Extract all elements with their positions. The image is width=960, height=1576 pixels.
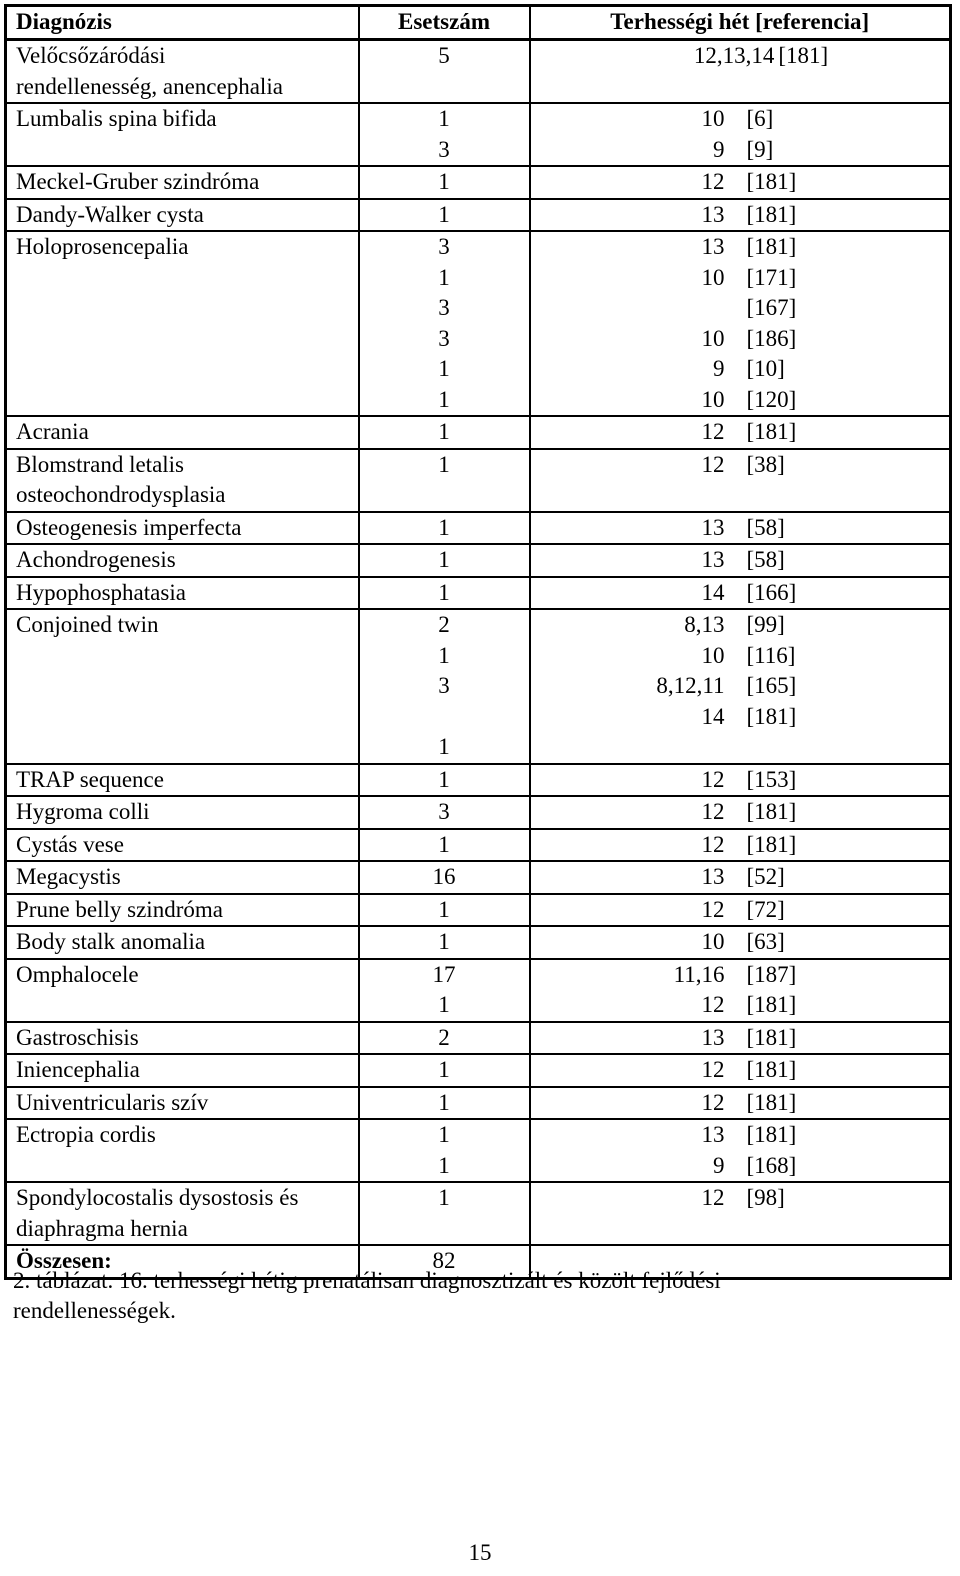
table-row: [6, 103, 951, 166]
diagnosis-cell: [6, 1119, 359, 1182]
case-count-cell: [359, 544, 530, 577]
diagnosis-text: Univentricularis szív: [16, 1089, 209, 1115]
table-row: [6, 416, 951, 449]
reference: [181]: [746, 169, 797, 194]
gestational-week-cell: [530, 829, 951, 862]
week-reference-line: [531, 263, 950, 294]
reference: [9]: [746, 136, 774, 162]
gestational-week: 12,13,14: [693, 43, 775, 68]
gestational-week: 13: [701, 201, 725, 227]
case-count: 1: [438, 106, 450, 131]
gestational-week: 14: [701, 579, 725, 605]
reference: [181]: [746, 831, 797, 857]
gestational-week: 9: [713, 356, 725, 381]
week-reference-line: [531, 1151, 950, 1182]
week-reference-line: [531, 960, 950, 991]
gestational-week-cell: [530, 449, 951, 512]
case-count: 1: [438, 734, 450, 759]
reference: [166]: [746, 579, 797, 605]
diagnosis-table: [4, 4, 952, 1280]
gestational-week-cell: [530, 577, 951, 610]
table-row: [6, 231, 951, 416]
case-count-cell: [359, 959, 530, 1022]
case-count-cell: [359, 764, 530, 797]
header-row: [6, 6, 951, 40]
page-number: 15: [468, 1540, 492, 1565]
case-count: 1: [438, 1089, 450, 1115]
gestational-week-cell: [530, 609, 951, 764]
reference: [187]: [746, 961, 797, 987]
case-count-cell: [359, 449, 530, 512]
case-count-cell: [359, 1119, 530, 1182]
week-reference-line: [531, 1120, 950, 1151]
diagnosis-text: Achondrogenesis: [16, 547, 176, 572]
gestational-week: 12: [701, 451, 725, 477]
week-reference-line: [531, 578, 950, 609]
gestational-week: 14: [701, 703, 725, 729]
table-row: [6, 1182, 951, 1245]
reference: [98]: [746, 1185, 785, 1210]
case-count: 5: [438, 43, 450, 68]
case-count: 1: [438, 514, 450, 540]
week-reference-line: [531, 167, 950, 198]
gestational-week: 12: [701, 992, 725, 1017]
table-row: [6, 609, 951, 764]
case-count: 1: [438, 992, 450, 1017]
gestational-week-cell: [530, 544, 951, 577]
reference: [72]: [746, 896, 785, 922]
reference: [181]: [778, 43, 829, 68]
diagnosis-text: osteochondrodysplasia: [16, 482, 226, 507]
diagnosis-text: Hypophosphatasia: [16, 579, 186, 605]
gestational-week: 10: [701, 386, 725, 412]
diagnosis-cell: [6, 1087, 359, 1120]
diagnosis-cell: [6, 959, 359, 1022]
diagnosis-cell: [6, 512, 359, 545]
case-count-cell: [359, 416, 530, 449]
diagnosis-cell: [6, 40, 359, 104]
gestational-week-cell: [530, 166, 951, 199]
gestational-week-cell: [530, 764, 951, 797]
reference: [52]: [746, 864, 785, 889]
case-count-cell: [359, 512, 530, 545]
reference: [165]: [746, 673, 797, 698]
case-count-cell: [359, 796, 530, 829]
table-row: [6, 764, 951, 797]
week-reference-line: [531, 927, 950, 958]
gestational-week: [531, 293, 739, 324]
gestational-week-cell: [530, 40, 951, 104]
week-reference-line: [531, 232, 950, 263]
week-reference-line: [531, 1088, 950, 1119]
week-reference-line: [531, 1023, 950, 1054]
reference: [38]: [746, 451, 785, 477]
diagnosis-text: Velőcsőzáródási: [16, 43, 166, 68]
diagnosis-text: Body stalk anomalia: [16, 929, 206, 954]
gestational-week: 8,13: [684, 612, 725, 637]
table-row: [6, 1119, 951, 1182]
case-count-cell: [359, 894, 530, 927]
case-count-cell: [359, 166, 530, 199]
week-reference-line: [531, 545, 950, 576]
diagnosis-cell: [6, 416, 359, 449]
diagnosis-text: Cystás vese: [16, 831, 124, 857]
diagnosis-text: Osteogenesis imperfecta: [16, 514, 242, 540]
diagnosis-text: Dandy-Walker cysta: [16, 201, 204, 227]
case-count: 1: [438, 579, 450, 605]
reference: [58]: [746, 547, 785, 572]
gestational-week: 12: [701, 169, 725, 194]
week-reference-line: [531, 450, 950, 481]
table-row: [6, 166, 951, 199]
case-count: 17: [432, 961, 456, 987]
case-count-cell: [359, 829, 530, 862]
reference: [181]: [746, 799, 797, 824]
gestational-week: 10: [701, 929, 725, 954]
case-count: 3: [438, 799, 450, 824]
diagnosis-text: Conjoined twin: [16, 612, 159, 637]
gestational-week: 12: [701, 1057, 725, 1082]
reference: [181]: [746, 419, 797, 444]
case-count: 1: [438, 419, 450, 444]
case-count: 1: [438, 929, 450, 954]
diagnosis-cell: [6, 544, 359, 577]
case-count: 16: [432, 864, 456, 889]
case-count-cell: [359, 231, 530, 416]
gestational-week: 13: [701, 1122, 725, 1147]
week-reference-line: [531, 765, 950, 796]
gestational-week-cell: [530, 512, 951, 545]
reference: [181]: [746, 234, 797, 259]
reference: [153]: [746, 766, 797, 792]
diagnosis-text: Lumbalis spina bifida: [16, 106, 217, 131]
case-count-cell: [359, 1022, 530, 1055]
table-row: [6, 926, 951, 959]
case-count: 1: [438, 642, 450, 668]
diagnosis-cell: [6, 1054, 359, 1087]
case-count: 2: [438, 612, 450, 637]
gestational-week: 9: [713, 1152, 725, 1178]
table-row: [6, 449, 951, 512]
case-count: 1: [438, 1122, 450, 1147]
diagnosis-cell: [6, 894, 359, 927]
week-reference-line: [531, 385, 950, 416]
gestational-week-cell: [530, 1054, 951, 1087]
week-reference-line: [531, 104, 950, 135]
case-count: 1: [438, 201, 450, 227]
table-row: [6, 861, 951, 894]
week-reference-line: [531, 830, 950, 861]
header-gestational-week: Terhességi hét [referencia]: [530, 6, 951, 40]
case-count: 1: [438, 547, 450, 572]
reference: [120]: [746, 386, 797, 412]
case-count: 1: [438, 1185, 450, 1210]
case-count: 3: [438, 234, 450, 259]
diagnosis-cell: [6, 926, 359, 959]
gestational-week: 13: [701, 547, 725, 572]
gestational-week: 10: [701, 325, 725, 351]
case-count-cell: [359, 861, 530, 894]
total-count: 82: [359, 1245, 530, 1278]
gestational-week: 12: [701, 896, 725, 922]
diagnosis-text: Meckel-Gruber szindróma: [16, 169, 260, 194]
diagnosis-text: Blomstrand letalis: [16, 451, 185, 477]
case-count: 2: [438, 1024, 450, 1050]
diagnosis-text: Iniencephalia: [16, 1057, 140, 1082]
case-count: 1: [438, 451, 450, 477]
total-label: Összesen:: [6, 1245, 359, 1278]
gestational-week: 10: [701, 106, 725, 131]
gestational-week: 13: [701, 234, 725, 259]
table-row: [6, 1054, 951, 1087]
gestational-week-cell: [530, 103, 951, 166]
diagnosis-text: Ectropia cordis: [16, 1122, 156, 1147]
gestational-week: 8,12,11: [656, 673, 725, 698]
case-count: [360, 702, 529, 733]
week-reference-line: [531, 354, 950, 385]
reference: [99]: [746, 612, 785, 637]
case-count-cell: [359, 1182, 530, 1245]
reference: [181]: [746, 201, 797, 227]
gestational-week-cell: [530, 861, 951, 894]
reference: [186]: [746, 325, 797, 351]
gestational-week: 12: [701, 831, 725, 857]
diagnosis-text: Prune belly szindróma: [16, 896, 223, 922]
case-count: 3: [438, 136, 450, 162]
case-count: 1: [438, 766, 450, 792]
table-row: [6, 894, 951, 927]
caption-line: rendellenességek.: [13, 1298, 176, 1323]
header-diagnosis: Diagnózis: [6, 6, 359, 40]
table-header: [6, 6, 951, 40]
week-reference-line: [531, 324, 950, 355]
reference: [116]: [746, 642, 796, 668]
case-count-cell: [359, 926, 530, 959]
diagnosis-cell: [6, 609, 359, 764]
gestational-week-cell: [530, 1022, 951, 1055]
gestational-week-cell: [530, 1087, 951, 1120]
diagnosis-cell: [6, 199, 359, 232]
reference: [10]: [746, 356, 785, 381]
diagnosis-text: TRAP sequence: [16, 766, 164, 792]
gestational-week-cell: [530, 796, 951, 829]
reference: [181]: [746, 1089, 797, 1115]
week-reference-line: [531, 610, 950, 641]
case-count: 1: [438, 1152, 450, 1178]
gestational-week: 13: [701, 864, 725, 889]
table-row: [6, 959, 951, 1022]
diagnosis-text: Gastroschisis: [16, 1024, 139, 1050]
diagnosis-cell: [6, 764, 359, 797]
diagnosis-cell: [6, 796, 359, 829]
reference: [181]: [746, 1122, 797, 1147]
reference: [58]: [746, 514, 785, 540]
case-count-cell: [359, 1054, 530, 1087]
diagnosis-cell: [6, 231, 359, 416]
week-reference-line: [531, 702, 950, 733]
case-count: 1: [438, 896, 450, 922]
case-count-cell: [359, 577, 530, 610]
reference: [181]: [746, 992, 797, 1017]
week-reference-line: [531, 797, 950, 828]
table-row: [6, 577, 951, 610]
diagnosis-text: Acrania: [16, 419, 89, 444]
diagnosis-text: Megacystis: [16, 864, 121, 889]
reference: [181]: [746, 703, 797, 729]
case-count-cell: [359, 40, 530, 104]
gestational-week-cell: [530, 199, 951, 232]
week-reference-line: [531, 293, 950, 324]
case-count: 3: [438, 295, 450, 320]
case-count-cell: [359, 1087, 530, 1120]
case-count-cell: [359, 103, 530, 166]
week-reference-line: [531, 513, 950, 544]
gestational-week: 13: [701, 514, 725, 540]
week-reference-line: [531, 41, 950, 72]
table-row: [6, 796, 951, 829]
reference: [6]: [746, 106, 774, 131]
diagnosis-cell: [6, 1182, 359, 1245]
gestational-week: 9: [713, 136, 725, 162]
case-count: 3: [438, 325, 450, 351]
reference: [171]: [746, 264, 797, 290]
gestational-week: 12: [701, 1089, 725, 1115]
diagnosis-text: Holoprosencepalia: [16, 234, 189, 259]
table-row: [6, 512, 951, 545]
reference: [181]: [746, 1024, 797, 1050]
case-count-cell: [359, 199, 530, 232]
week-reference-line: [531, 990, 950, 1021]
table-row: [6, 40, 951, 104]
reference: [181]: [746, 1057, 797, 1082]
gestational-week: 11,16: [673, 961, 725, 987]
case-count-cell: [359, 609, 530, 764]
table-row: [6, 1022, 951, 1055]
caption-line: 2. táblázat. 16. terhességi hétig prenatálisan diagnosztizált és közölt fejlődési: [13, 1268, 721, 1293]
week-reference-line: [531, 417, 950, 448]
table-row: [6, 544, 951, 577]
diagnosis-cell: [6, 1022, 359, 1055]
gestational-week-cell: [530, 1119, 951, 1182]
diagnosis-text: rendellenesség, anencephalia: [16, 73, 283, 99]
diagnosis-text: Omphalocele: [16, 961, 139, 987]
case-count: 1: [438, 356, 450, 381]
diagnosis-text: Hygroma colli: [16, 799, 150, 824]
gestational-week-cell: [530, 1182, 951, 1245]
week-reference-line: [531, 135, 950, 166]
case-count: 3: [438, 673, 450, 698]
table-row: [6, 199, 951, 232]
table-row: [6, 829, 951, 862]
case-count: 1: [438, 386, 450, 412]
gestational-week: 12: [701, 766, 725, 792]
diagnosis-cell: [6, 861, 359, 894]
gestational-week-cell: [530, 231, 951, 416]
week-reference-line: [531, 862, 950, 893]
gestational-week: 12: [701, 419, 725, 444]
diagnosis-cell: [6, 166, 359, 199]
table-row: [6, 1087, 951, 1120]
week-reference-line: [531, 671, 950, 702]
diagnosis-cell: [6, 103, 359, 166]
table-caption: [13, 1266, 913, 1326]
case-count: 1: [438, 831, 450, 857]
week-reference-line: [531, 1183, 950, 1214]
gestational-week: 13: [701, 1024, 725, 1050]
reference: [167]: [746, 295, 797, 320]
table-body: [6, 40, 951, 1279]
case-count: 1: [438, 264, 450, 290]
diagnosis-cell: [6, 829, 359, 862]
week-reference-line: [531, 641, 950, 672]
diagnosis-text: diaphragma hernia: [16, 1215, 188, 1241]
diagnosis-cell: [6, 577, 359, 610]
gestational-week-cell: [530, 959, 951, 1022]
week-reference-line: [531, 200, 950, 231]
gestational-week-cell: [530, 926, 951, 959]
case-count: 1: [438, 169, 450, 194]
gestational-week-cell: [530, 416, 951, 449]
week-reference-line: [531, 895, 950, 926]
gestational-week: 10: [701, 642, 725, 668]
case-count: 1: [438, 1057, 450, 1082]
gestational-week: 10: [701, 264, 725, 290]
gestational-week: 12: [701, 1185, 725, 1210]
diagnosis-text: Spondylocostalis dysostosis és: [16, 1185, 299, 1210]
reference: [63]: [746, 929, 785, 954]
header-case-count: Esetszám: [359, 6, 530, 40]
gestational-week: 12: [701, 799, 725, 824]
diagnosis-cell: [6, 449, 359, 512]
week-reference-line: [531, 1055, 950, 1086]
reference: [168]: [746, 1152, 797, 1178]
gestational-week-cell: [530, 894, 951, 927]
